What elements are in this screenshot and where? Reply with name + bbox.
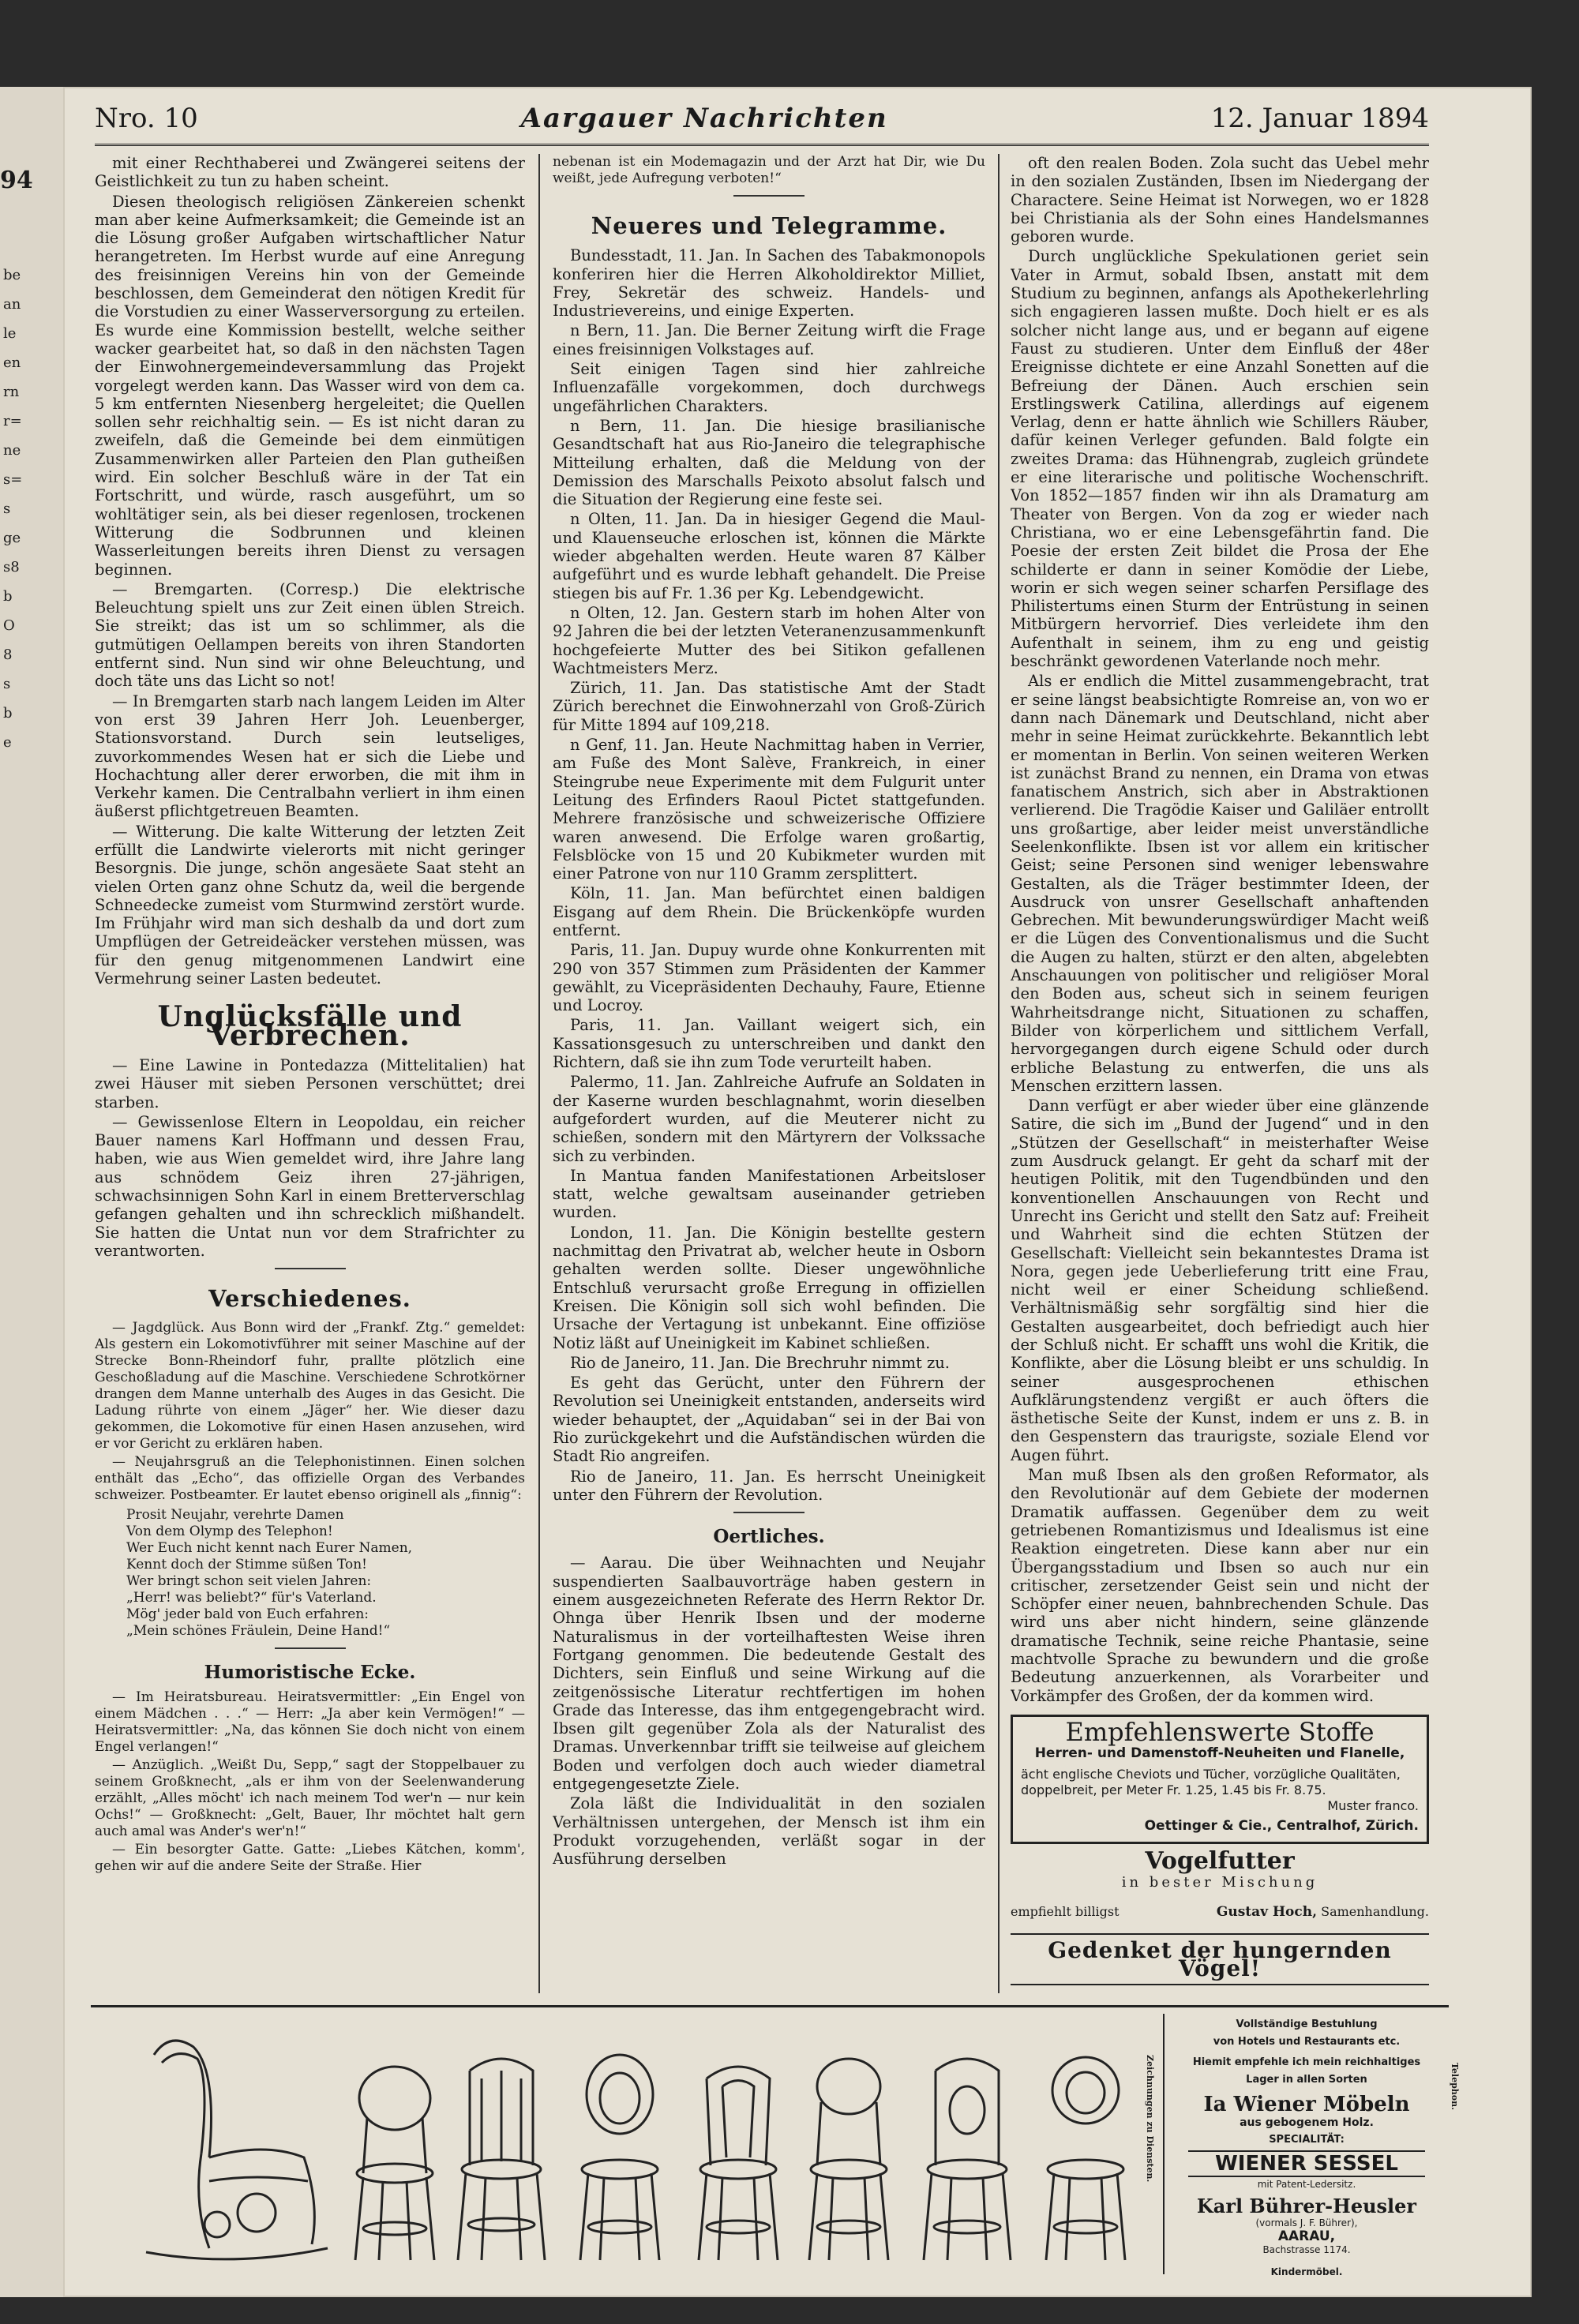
telegram-paragraph: In Mantua fanden Manifestationen Arbeitsloser statt, welche gewaltsam auseinander getrieben wurden. bbox=[553, 1166, 985, 1222]
ad-address: Bachstrasse 1174. bbox=[1262, 2244, 1351, 2255]
telegram-paragraph: Seit einigen Tagen sind hier zahlreiche Influenzafälle vorgekommen, doch durchwegs ungefährlichen Charakters. bbox=[553, 360, 985, 415]
section-heading-humor: Humoristische Ecke. bbox=[204, 1661, 416, 1683]
ad-subheading: in bester Mischung bbox=[1121, 1874, 1318, 1891]
telegram-paragraph: Rio de Janeiro, 11. Jan. Es herrscht Uneinigkeit unter den Führern der Revolution. bbox=[553, 1467, 985, 1504]
previous-page-fragment: O bbox=[3, 617, 15, 634]
article-paragraph: Diesen theologisch religiösen Zänkereien schenkt man aber keine Aufmerksamkeit; die Gemeinde ist an die Lösung großer Aufgaben wirtschaftlicher Natur herangetreten. Im Herbst wurde auf eine Anregung des freisinnigen Vereins hin von der Gemeinde beschlossen, dem Gemeinderat den nötigen Kredit für die Vorstudien zu einer Wasserversorgung zu erteilen. Es wurde eine Kommission bestellt, welche seither wacker gearbeitet hat, so daß in den nächsten Tagen der Einwohnergemeindeversammlung das Projekt vorgelegt werden kann. Das Wasser wird von dem ca. 5 km entfernten Niesenberg hergeleitet; die Quellen sollen sehr reichhaltig sein. — Es ist nicht daran zu zweifeln, daß die Gemeinde bei dem einmütigen Zusammenwirken aller Parteien den Plan gutheißen wird. Ein solcher Beschluß wäre in der Tat ein Fortschritt, und würde, rasch ausgeführt, um so wohltätiger sein, als bei dieser regenlosen, trockenen Witterung die Sodbrunnen und kleinen Wasserleitungen bereits ihren Dienst zu versagen beginnen. bbox=[95, 192, 525, 579]
chair-drawing bbox=[924, 2059, 1011, 2260]
ad-line: SPECIALITÄT: bbox=[1269, 2134, 1345, 2146]
column-rule bbox=[998, 154, 1000, 1993]
ad-line: Lager in allen Sorten bbox=[1246, 2074, 1367, 2086]
article-paragraph: — Bremgarten. (Corresp.) Die elektrische Beleuchtung spielt uns zur Zeit einen üblen Streich. Sie streikt; das ist um so schlimmer, als die gutmütigen Oellampen bereits von ihren Standorten entfernt sind. Nun sind wir ohne Beleuchtung, und doch täte uns das Licht so not! bbox=[95, 579, 525, 691]
chair-drawing bbox=[580, 2055, 659, 2260]
article-paragraph: — Neujahrsgruß an die Telephonistinnen. Einen solchen enthält das „Echo“, das offizielle Organ des Verbandes schweizer. Postbeamter. Er lautet ebenso originell als „finnig“: bbox=[95, 1453, 525, 1503]
previous-page-fragment: rn bbox=[3, 384, 20, 400]
telegram-paragraph: Bundesstadt, 11. Jan. In Sachen des Tabakmonopols konferiren hier die Herren Alkoholdirektor Milliet, Frey, Sekretär des schweiz. Handels- und Industrievereins, und einige Experten. bbox=[553, 246, 985, 320]
article-paragraph: Man muß Ibsen als den großen Reformator, als den Revolutionär auf dem Gebiete der modernen Dramatik auffassen. Gegenüber dem zu weit getriebenen Romantizismus und Idealismus ist eine Reaktion eingetreten. Diese kann aber nur ein Übergangsstadium und Ibsen so auch nur ein critischer, zersetzender Geist sein und nicht der Schöpfer einer neuen, bahnbrechenden Schule. Das wird uns aber nicht hindern, seine glänzende dramatische Technik, seine reiche Phantasie, seine machtvolle Sprache zu bewundern und die große Bedeutung anzuerkennen, als Vorarbeiter und Vorkämpfer des Großen, der da kommen wird. bbox=[1011, 1466, 1429, 1705]
divider bbox=[275, 1647, 346, 1649]
ad-city: AARAU, bbox=[1277, 2228, 1336, 2244]
ad-line: mit Patent-Ledersitz. bbox=[1257, 2179, 1356, 2190]
previous-page-fragment: s8 bbox=[3, 559, 20, 575]
ad-firm-type: Samenhandlung. bbox=[1321, 1904, 1429, 1920]
ad-line: aus gebogenem Holz. bbox=[1240, 2116, 1374, 2129]
article-paragraph: Dann verfügt er aber wieder über eine glänzende Satire, die sich im „Bund der Jugend“ und in den „Stützen der Gesellschaft“ in meisterhafter Weise zum Ausdruck gelangt. Er geht da scharf mit der heutigen Politik, mit den Tugendbünden und den konventionellen Anschauungen von Recht und Unrecht ins Gericht und stellt den Satz auf: Freiheit und Wahrheit sind die echten Stützen der Gesellschaft: Vielleicht sein bekanntestes Drama ist Nora, gegen jede Ueberlieferung tritt eine Frau, nicht weil er einer Scheidung schließend. Verhältnismäßig sehr sorgfältig sind hier die Gestalten ausgearbeitet, doch befriedigt auch hier der Schluß nicht. Er schafft uns wohl die Kritik, die Konflikte, aber die Lösung bleibt er uns schuldig. In seiner ausgesprochenen ethischen Aufklärungstendenz vergißt er auch öfters die ästhetische Seite der Kunst, indem er uns z. B. in den Gespenstern das traurigste, soziale Elend vor Augen führt. bbox=[1011, 1096, 1429, 1464]
chairs-illustration bbox=[122, 2023, 1172, 2268]
poem-line: Wer Euch nicht kennt nach Eurer Namen, bbox=[126, 1539, 413, 1556]
article-paragraph: mit einer Rechthaberei und Zwängerei seitens der Geistlichkeit zu tun zu haben scheint. bbox=[95, 154, 525, 191]
article-paragraph: Durch unglückliche Spekulationen geriet sein Vater in Armut, sobald Ibsen, anstatt mit dem Studium zu beginnen, anfangs als Apothekerlehrling sich engagieren lassen mußte. Doch hielt er es als solcher nicht lange aus, und er begann auf eigene Faust zu studieren. Unter dem Einfluß der 48er Ereignisse dichtete er eine Anzahl Sonetten auf die Befreiung der Dänen. Auch erschien sein Erstlingswerk Catilina, allerdings auf eigenem Verlag, denn er hatte ähnlich wie Schillers Räuber, dafür keinen Verleger gefunden. Bald folgte ein zweites Drama: das Hühnengrab, zugleich gründete er eine literarische und politische Wochenschrift. Von 1852—1857 finden wir ihn als Dramaturg am Theater von Bergen. Von da zog er wieder nach Christiana, wo er eine Lebensgefährtin fand. Die Poesie der ersten Zeit bildet die Prosa der Ehe schilderte er dann in seiner Komödie der Liebe, worin er sich wegen seiner scharfen Persiflage des Philistertums einen Sturm der Entrüstung in seinen Mitbürgern hervorrief. Dies verleidete ihm den Aufenthalt in seinem, ihm zu eng und geistig beschränkt gewordenen Vaterlande noch mehr. bbox=[1011, 247, 1429, 671]
previous-page-fragment: ne bbox=[3, 442, 21, 459]
ad-line: Vollständige Bestuhlung bbox=[1236, 2019, 1378, 2030]
advertisement-vogelfutter bbox=[1011, 1846, 1429, 1922]
column-rule bbox=[538, 154, 540, 1993]
previous-page-fragment: b bbox=[3, 588, 13, 605]
telegram-paragraph: n Bern, 11. Jan. Die Berner Zeitung wirft die Frage eines freisinnigen Volkstages auf. bbox=[553, 321, 985, 358]
previous-page-fragment: en bbox=[3, 354, 21, 371]
article-continuation: nebenan ist ein Modemagazin und der Arzt hat Dir, wie Du weißt, jede Aufregung verboten!“ bbox=[553, 154, 985, 186]
article-paragraph: Zola läßt die Individualität in den sozialen Verhältnissen untergehen, der Mensch ist ihm ein Produkt vorzugehenden, verläßt sogar in der Ausführung derselben bbox=[553, 1794, 985, 1869]
article-paragraph: oft den realen Boden. Zola sucht das Uebel mehr in den sozialen Zuständen, Ibsen im Niedergang der Charactere. Seine Heimat ist Norwegen, wo er 1828 bei Christiania als der Sohn eines Handelsmannes geboren wurde. bbox=[1011, 154, 1429, 246]
article-paragraph: — Ein besorgter Gatte. Gatte: „Liebes Kätchen, komm', gehen wir auf die andere Seite der Straße. Hier bbox=[95, 1841, 525, 1874]
article-paragraph: — Aarau. Die über Weihnachten und Neujahr suspendierten Saalbauvorträge haben gestern in einem ausgezeichneten Referate des Herrn Rektor Dr. Ohnga über Henrik Ibsen und der moderne Naturalismus in der vorteilhaftesten Weise ihren Fortgang genommen. Die bedeutende Gestalt des Dichters, sein Einfluß und seine Wirkung auf die zeitgenössische Literatur rechtfertigen im hohen Grade das Interesse, das ihm entgegengebracht wird. Ibsen gilt gegenüber Zola als der Naturalist des Dramas. Unverkennbar trifft sie teilweise auf gleichem Boden und verfolgen doch auch wieder diametral entgegengesetzte Ziele. bbox=[553, 1554, 985, 1794]
telegram-paragraph: n Olten, 12. Jan. Gestern starb im hohen Alter von 92 Jahren die bei der letzten Veteranenzusammenkunft hochgefeierte Mutter des bei Sitikon gefallenen Wachtmeisters Merz. bbox=[553, 603, 985, 677]
previous-page-edge bbox=[0, 87, 63, 2297]
ad-line: von Hotels und Restaurants etc. bbox=[1213, 2036, 1401, 2048]
chair-drawing bbox=[699, 2067, 778, 2260]
poem-line: „Herr! was beliebt?“ für's Vaterland. bbox=[126, 1589, 377, 1606]
article-paragraph: — Anzüglich. „Weißt Du, Sepp,“ sagt der Stoppelbauer zu seinem Großknecht, „als er ihm von der Seelenwanderung erzählt, „Alles möcht' ich nach meinem Tod wer'n — nur kein Ochs!“ — Großknecht: „Gelt, Bauer, Ihr möchtet halt gern auch amal was Ander's wer'n!“ bbox=[95, 1756, 525, 1839]
telegram-paragraph: London, 11. Jan. Die Königin bestellte gestern nachmittag den Privatrat ab, welcher heute in Osborn gehalten werden sollte. Dieser ungewöhnliche Entschluß verursacht große Erregung in offiziellen Kreisen. Die Königin soll sich wohl befinden. Die Ursache der Vertagung ist unbekannt. Eine offiziöse Notiz läßt auf Uneinigkeit im Kabinet schließen. bbox=[553, 1223, 985, 1352]
section-heading-oertliches: Oertliches. bbox=[713, 1526, 825, 1548]
poem-line: Wer bringt schon seit vielen Jahren: bbox=[126, 1572, 372, 1589]
previous-page-fragment: s= bbox=[3, 471, 23, 488]
newspaper-title: Aargauer Nachrichten bbox=[520, 103, 888, 134]
column-3 bbox=[1011, 154, 1429, 1989]
ad-line: Hiemit empfehle ich mein reichhaltiges bbox=[1192, 2056, 1421, 2068]
ad-line: (vormals J. F. Bührer), bbox=[1255, 2217, 1358, 2228]
divider bbox=[733, 195, 805, 197]
issue-number: Nro. 10 bbox=[95, 103, 198, 134]
poem bbox=[126, 1507, 525, 1640]
previous-page-fragment: an bbox=[3, 296, 21, 313]
ad-speciality: WIENER SESSEL bbox=[1188, 2150, 1425, 2177]
chair-drawing bbox=[809, 2059, 888, 2260]
section-heading-unglueck: Unglücksfälle und Verbrechen. bbox=[157, 1000, 463, 1052]
telegram-paragraph: Rio de Janeiro, 11. Jan. Die Brechruhr nimmt zu. bbox=[570, 1353, 951, 1372]
ad-heading: Vogelfutter bbox=[1145, 1846, 1295, 1875]
column-1 bbox=[95, 154, 525, 1989]
divider bbox=[733, 1512, 805, 1513]
previous-page-fragment: e bbox=[3, 734, 12, 751]
previous-page-number: 94 bbox=[0, 167, 33, 194]
previous-page-fragment: s bbox=[3, 500, 11, 517]
telegram-paragraph: n Olten, 11. Jan. Da in hiesiger Gegend die Maul- und Klauenseuche erloschen ist, können die Märkte wieder abgehalten werden. Heute waren 87 Kälber aufgeführt und es wurde lebhaft gehandelt. Die Preise stiegen bis auf Fr. 1.36 per Kg. Lebendgewicht. bbox=[553, 510, 985, 602]
article-paragraph: — In Bremgarten starb nach langem Leiden im Alter von erst 39 Jahren Herr Joh. Leuenberger, Stationsvorstand. Durch sein leutseliges, zuvorkommendes Wesen hat er sich die Liebe und Hochachtung aller derer erworben, die mit ihm in Verkehr kamen. Die Centralbahn verliert in ihm einen äußerst pflichtgetreuen Beamten. bbox=[95, 692, 525, 821]
page-header bbox=[95, 93, 1429, 146]
telegram-paragraph: Palermo, 11. Jan. Zahlreiche Aufrufe an Soldaten in der Kaserne wurden beschlagnahmt, worin dieselben aufgefordert wurden, auf die Meuterer nicht zu schießen, sondern mit den Märtyrern der Volkssache sich zu verbinden. bbox=[553, 1073, 985, 1165]
telegram-paragraph: Es geht das Gerücht, unter den Führern der Revolution sei Uneinigkeit entstanden, anderseits wird wieder behauptet, der „Aquidaban“ sei in der Bai von Rio zurückgekehrt und die Aufständischen würden die Stadt Rio angreifen. bbox=[553, 1374, 985, 1466]
section-heading-verschiedenes: Verschiedenes. bbox=[208, 1285, 411, 1313]
article-paragraph: — Eine Lawine in Pontedazza (Mittelitalien) hat zwei Häuser mit sieben Personen verschüttet; drei starben. bbox=[95, 1055, 525, 1111]
poem-line: Mög' jeder bald von Euch erfahren: bbox=[126, 1606, 369, 1622]
ad-left-text: empfiehlt billigst bbox=[1011, 1904, 1120, 1920]
telegram-paragraph: Köln, 11. Jan. Man befürchtet einen baldigen Eisgang auf dem Rhein. Die Brückenköpfe wurden entfernt. bbox=[553, 884, 985, 939]
article-paragraph: — Jagdglück. Aus Bonn wird der „Frankf. Ztg.“ gemeldet: Als gestern ein Lokomotivführer mit seiner Maschine auf der Strecke Bonn-Rheindorf fuhr, prallte plötzlich eine Geschoßladung auf die Maschine. Verschiedene Schrotkörner drangen dem Manne unterhalb des Auges in das Gesicht. Die Ladung rührte von einem „Jäger“ her. Wie dieser dazu gekommen, die Lokomotive für einen Hasen anzusehen, wird er vor Gericht zu erklären haben. bbox=[95, 1319, 525, 1452]
ad-textbox bbox=[1163, 2014, 1449, 2277]
poem-line: Kennt doch der Stimme süßen Ton! bbox=[126, 1556, 367, 1572]
telegram-paragraph: Paris, 11. Jan. Vaillant weigert sich, ein Kassationsgesuch zu unterschreiben und dankt den Richtern, daß sie ihn zum Tode verurteilt haben. bbox=[553, 1016, 985, 1072]
chair-drawing bbox=[458, 2059, 545, 2260]
furniture-advertisement bbox=[91, 2005, 1460, 2284]
column-2 bbox=[553, 154, 985, 1989]
previous-page-fragment: 8 bbox=[3, 647, 13, 663]
advertisement-stoffe bbox=[1011, 1715, 1429, 1844]
divider bbox=[275, 1268, 346, 1269]
ad-firm: Oettinger & Cie., Centralhof, Zürich. bbox=[1144, 1817, 1419, 1834]
previous-page-fragment: s bbox=[3, 676, 11, 692]
telegram-paragraph: Zürich, 11. Jan. Das statistische Amt der Stadt Zürich berechnet die Einwohnerzahl von Groß-Zürich für Mitte 1894 auf 109,218. bbox=[553, 679, 985, 734]
previous-page-fragment: ge bbox=[3, 530, 21, 546]
ad-subheading: Herren- und Damenstoff-Neuheiten und Flanelle, bbox=[1034, 1745, 1405, 1762]
previous-page-fragment: be bbox=[3, 267, 21, 283]
telegram-paragraph: Paris, 11. Jan. Dupuy wurde ohne Konkurrenten mit 290 von 357 Stimmen zum Präsidenten der Kammer gewählt, zu Vicepräsidenten Dechauhy, Faure, Etienne und Locroy. bbox=[553, 941, 985, 1015]
chair-drawing bbox=[355, 2067, 434, 2260]
ad-heading: Empfehlenswerte Stoffe bbox=[1065, 1716, 1375, 1747]
previous-page-fragment: r= bbox=[3, 413, 22, 429]
article-paragraph: — Gewissenlose Eltern in Leopoldau, ein reicher Bauer namens Karl Hoffmann und dessen Frau, haben, wie aus Wien gemeldet wird, ihre Jahre lang aus schnödem Geiz ihren 27-jährigen, schwachsinnigen Sohn Karl in einem Bretterverschlag gefangen gehalten und ihn schrecklich mißhandelt. Sie hatten die Untat nun vor dem Strafrichter zu verantworten. bbox=[95, 1112, 525, 1260]
telegram-paragraph: n Genf, 11. Jan. Heute Nachmittag haben in Verrier, am Fuße des Mont Salève, Frankreich, in einer Steingrube neue Experimente mit dem Fulgurit unter Leitung des Erfinders Raoul Pictet stattgefunden. Mehrere französische und schweizerische Offiziere waren anwesend. Die Erfolge waren großartig, Felsblöcke von 15 und 20 Kubikmeter wurden mit einer Patrone von nur 110 Gramm zersplittert. bbox=[553, 736, 985, 883]
ad-side-text-right: Telephon. bbox=[1450, 2063, 1460, 2110]
ad-headline: Ia Wiener Möbeln bbox=[1203, 2093, 1410, 2116]
ad-text: ächt englische Cheviots und Tücher, vorzügliche Qualitäten, doppelbreit, per Meter Fr. 1.25, 1.45 bis Fr. 8.75. bbox=[1021, 1766, 1401, 1797]
ad-line: Kindermöbel. bbox=[1270, 2266, 1343, 2277]
ad-firm: Gustav Hoch, bbox=[1216, 1904, 1318, 1921]
poem-line: Prosit Neujahr, verehrte Damen bbox=[126, 1506, 344, 1523]
previous-page-fragment: le bbox=[3, 325, 17, 342]
poem-line: Von dem Olymp des Telephon! bbox=[126, 1523, 333, 1539]
chair-drawing bbox=[1046, 2057, 1125, 2260]
ad-muster: Muster franco. bbox=[1327, 1797, 1419, 1813]
previous-page-fragment: b bbox=[3, 705, 13, 722]
rocking-chair-drawing bbox=[146, 2041, 328, 2259]
issue-date: 12. Januar 1894 bbox=[1210, 103, 1429, 134]
article-paragraph: Als er endlich die Mittel zusammengebracht, trat er seine längst beabsichtigte Romreise an, von wo er dann nach Dänemark und Deutschland, nicht aber mehr in seine Heimat zurückkehrte. Bekanntlich lebt er momentan in Berlin. Von seinen weiteren Werken ist zunächst Brand zu nennen, ein Drama von etwas fanatischem Anstrich, sich aber in Abstraktionen verlierend. Die Tragödie Kaiser und Galiläer entrollt uns großartige, aber leider meist unverständliche Seelenkonflikte. Ibsen ist vor allem ein kritischer Geist; seine Personen sind weniger lebenswahre Gestalten, als die Träger bestimmter Ideen, der Ausdruck von unsrer Gesellschaft anhaftenden Gebrechen. Mit bewunderungswürdiger Macht weiß er die Lügen des Conventionalismus und die Sucht die Augen zu halten, stürzt er den alten, abgelebten Anschauungen von politischer und religiöser Moral den Boden aus, scheut sich in seinem feurigen Wahrheitsdrange nicht, Situationen zu schaffen, Bilder von körperlichem und sittlichem Verfall, hervorgegangen durch eigene Schuld oder durch erbliche Belastung zu entwerfen, die uns als Menschen erzittern lassen. bbox=[1011, 672, 1429, 1095]
section-heading-neues: Neueres und Telegramme. bbox=[591, 212, 947, 239]
article-paragraph: — Im Heiratsbureau. Heiratsvermittler: „Ein Engel von einem Mädchen . . .“ — Herr: „Ja aber kein Vermögen!“ — Heiratsvermittler: „Na, das können Sie doch nicht von einem Engel verlangen!“ bbox=[95, 1689, 525, 1755]
poem-line: „Mein schönes Fräulein, Deine Hand!“ bbox=[126, 1622, 391, 1639]
article-paragraph: — Witterung. Die kalte Witterung der letzten Zeit erfüllt die Landwirte vielerorts mit nicht geringer Besorgnis. Die junge, schön angesäete Saat steht an vielen Orten ganz ohne Schutz da, weil die bergende Schneedecke zumeist vom Sturmwind zerstört wurde. Im Frühjahr wird man sich deshalb da und dort zum Umpflügen der Getreideäcker verstehen müssen, was für den genug mitgenommenen Landwirt eine Vermehrung seiner Lasten bedeutet. bbox=[95, 822, 525, 988]
advertisement-gedenket: Gedenket der hungernden Vögel! bbox=[1011, 1933, 1429, 1986]
telegram-paragraph: n Bern, 11. Jan. Die hiesige brasilianische Gesandtschaft hat aus Rio-Janeiro die telegraphische Mitteilung erhalten, daß die Meldung von der Demission des Marschalls Peixoto absolut falsch und die Situation der Regierung eine feste sei. bbox=[553, 416, 985, 509]
ad-side-text-left: Zeichnungen zu Diensten. bbox=[1145, 2055, 1155, 2183]
ad-firm: Karl Bührer-Heusler bbox=[1196, 2195, 1417, 2217]
